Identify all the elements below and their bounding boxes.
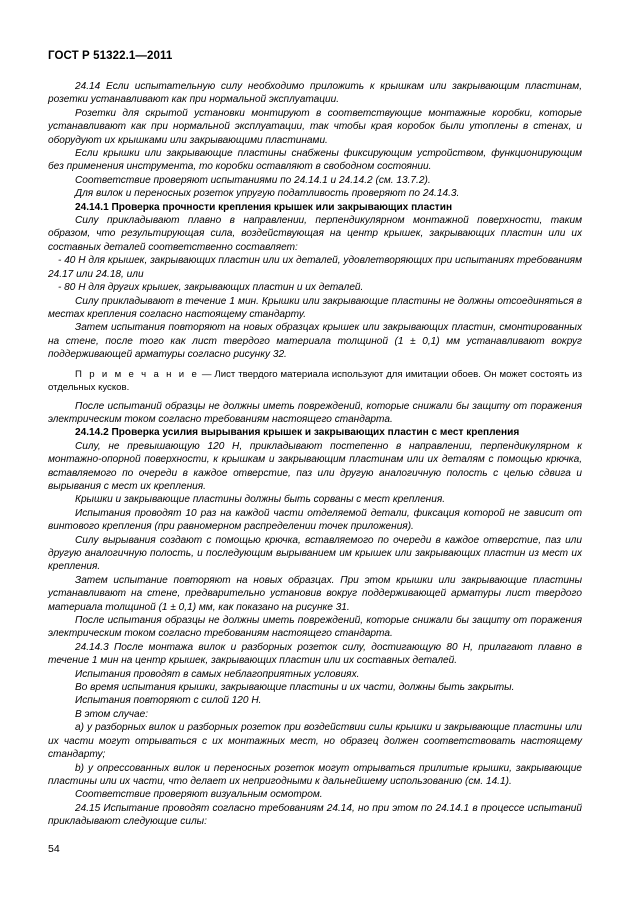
paragraph: Соответствие проверяют визуальным осмотром. <box>75 789 323 801</box>
note <box>48 368 582 394</box>
paragraph: Испытания повторяют с силой 120 Н. <box>75 695 262 707</box>
section-heading: 24.14.1 Проверка прочности крепления крышек или закрывающих пластин <box>75 201 453 213</box>
section-heading: 24.14.2 Проверка усилия вырывания крышек и закрывающих пластин с мест крепления <box>75 427 520 439</box>
paragraph: Испытания проводят в самых неблагоприятных условиях. <box>75 668 360 680</box>
paragraph: Во время испытания крышки, закрывающие пластины и их части, должны быть закрыты. <box>75 682 515 694</box>
paragraph: Затем испытание повторяют на новых образцах. При этом крышки или закрывающие пластины устанавливают на стене, предварительно установив вокруг поддерживающей арматуры лист твердого материала толщиной (1 ± 0,1) мм, как показано на рисунке 31. <box>48 574 582 613</box>
paragraph: 24.14 Если испытательную силу необходимо приложить к крышкам или закрывающим пластинам, розетки устанавливают как при нормальной эксплуатации. <box>48 81 582 106</box>
paragraph: Силу вырывания создают с помощью крючка, вставляемого по очереди в каждое отверстие, паз или другую аналогичную полость, и последующим вырыванием им крышек или закрывающих пластин из мест их крепления. <box>48 534 582 573</box>
paragraph: После испытания образцы не должны иметь повреждений, которые снижали бы защиту от поражения электрическим током согласно требованиям настоящего стандарта. <box>48 615 582 640</box>
paragraph: Испытания проводят 10 раз на каждой части отделяемой детали, фиксация которой не зависит от винтового крепления (при равномерном распределении точек приложения). <box>48 507 582 533</box>
list-item: - 40 Н для крышек, закрывающих пластин или их деталей, удовлетворяющих при испытаниях требованиям 24.17 или 24.18, или <box>48 255 582 280</box>
document-header: ГОСТ Р 51322.1—2011 <box>48 50 173 62</box>
paragraph: Силу прикладывают в течение 1 мин. Крышки или закрывающие пластины не должны отсоединяться в местах крепления согласно настоящему стандарту. <box>48 295 582 320</box>
paragraph: Если крышки или закрывающие пластины снабжены фиксирующим устройством, функционирующим без применения инструмента, то коробки оставляют в свободном состоянии. <box>48 148 582 173</box>
list-item: b) у опрессованных вилок и переносных розеток могут отрываться прилитые крышки, закрывающие пластины или их части, что делает их непригодными к дальнейшему использованию (см. 14.1). <box>48 762 582 787</box>
paragraph: Крышки и закрывающие пластины должны быть сорваны с мест крепления. <box>75 494 446 506</box>
paragraph: 24.14.3 После монтажа вилок и разборных розеток силу, достигающую 80 Н, прилагают плавно в течение 1 мин на центр крышек, закрывающих пластин или их составных деталей. <box>48 641 582 667</box>
paragraph: После испытаний образцы не должны иметь повреждений, которые снижали бы защиту от поражения электрическим током согласно требованиям настоящего стандарта. <box>48 400 582 425</box>
paragraph: Затем испытания повторяют на новых образцах крышек или закрывающих пластин, смонтированных на стене, после того как лист твердого материала толщиной (1 ± 0,1) мм устанавливают вокруг поддерживающей арматуры согласно рисунку 32. <box>48 322 582 361</box>
document-body <box>48 80 582 829</box>
paragraph: Для вилок и переносных розеток упругую податливость проверяют по 24.14.3. <box>75 188 460 200</box>
list-item: - 80 Н для других крышек, закрывающих пластин и их деталей. <box>58 282 364 294</box>
note-text: — Лист твердого материала используют для имитации обоев. Он может состоять из отдельных кусков. <box>48 368 582 393</box>
page-number: 54 <box>48 843 60 855</box>
paragraph: Розетки для скрытой установки монтируют в соответствующие монтажные коробки, которые устанавливают как при нормальной эксплуатации, так чтобы края коробок были утоплены в стенах, и оборудуют их крышками или закрывающими пластинами. <box>48 107 582 146</box>
paragraph: В этом случае: <box>75 708 149 720</box>
paragraph: Соответствие проверяют испытаниями по 24.14.1 и 24.14.2 (см. 13.7.2). <box>75 174 431 186</box>
paragraph: 24.15 Испытание проводят согласно требованиям 24.14, но при этом по 24.14.1 в процессе испытаний прикладывают следующие силы: <box>48 802 582 828</box>
paragraph: Силу прикладывают плавно в направлении, перпендикулярном монтажной поверхности, таким образом, что результирующая сила, воздействующая на центр крышек, закрывающих пластин или их составных деталей соответственно составляет: <box>48 215 582 253</box>
paragraph: Силу, не превышающую 120 Н, прикладывают постепенно в направлении, перпендикулярном к монтажно-опорной поверхности, к крышкам и закрывающим пластинам или их деталям с помощью крючка, вставляемого по очереди в каждое отверстие, паз или другую аналогичную полость с целью сдвига и вырывания с мест их крепления. <box>48 440 582 492</box>
list-item: а) у разборных вилок и разборных розеток при воздействии силы крышки и закрывающие пластины или их части могут отрываться с их монтажных мест, но образец должен соответствовать настоящему стандарту; <box>48 722 582 761</box>
note-label: П р и м е ч а н и е <box>75 368 199 380</box>
